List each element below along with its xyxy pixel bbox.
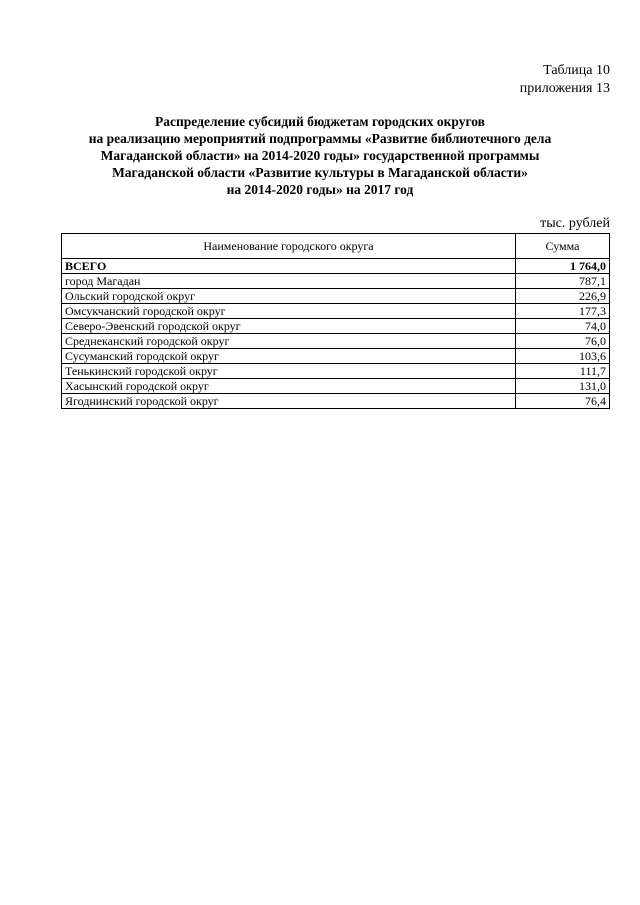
row-name: Среднеканский городской округ [62,334,516,349]
table-number: Таблица 10 [543,63,610,78]
table-row [62,364,610,379]
units-label: тыс. рублей [540,216,610,231]
row-name: Северо-Эвенский городской округ [62,319,516,334]
row-sum: 131,0 [516,379,610,394]
table-row [62,319,610,334]
table-row [62,394,610,409]
title-line: на 2014-2020 годы» на 2017 год [226,182,414,197]
row-name: ВСЕГО [62,259,516,274]
table-row [62,349,610,364]
table-row-total [62,259,610,274]
title-line: Магаданской области» на 2014-2020 годы» государственной программы [100,148,540,163]
table-row [62,274,610,289]
table-reference [520,62,610,98]
row-sum: 76,4 [516,394,610,409]
row-sum: 787,1 [516,274,610,289]
row-name: Тенькинский городской округ [62,364,516,379]
row-name: Сусуманский городской округ [62,349,516,364]
row-sum: 177,3 [516,304,610,319]
table-row [62,334,610,349]
row-sum: 111,7 [516,364,610,379]
column-header-sum: Сумма [516,234,610,259]
row-name: Омсукчанский городской округ [62,304,516,319]
document-title [40,113,600,198]
row-name: Ольский городской округ [62,289,516,304]
title-line: на реализацию мероприятий подпрограммы «Развитие библиотечного дела [88,131,552,146]
row-sum: 226,9 [516,289,610,304]
table-row [62,379,610,394]
subsidy-table [61,233,610,409]
row-sum: 74,0 [516,319,610,334]
row-name: Ягоднинский городской округ [62,394,516,409]
table-row [62,289,610,304]
column-header-name: Наименование городского округа [62,234,516,259]
row-sum: 103,6 [516,349,610,364]
row-name: Хасынский городской округ [62,379,516,394]
table-row [62,304,610,319]
row-name: город Магадан [62,274,516,289]
row-sum: 1 764,0 [516,259,610,274]
title-line: Распределение субсидий бюджетам городских округов [155,114,485,129]
row-sum: 76,0 [516,334,610,349]
title-line: Магаданской области «Развитие культуры в Магаданской области» [112,165,528,180]
table-header-row [62,234,610,259]
appendix-number: приложения 13 [519,81,610,96]
